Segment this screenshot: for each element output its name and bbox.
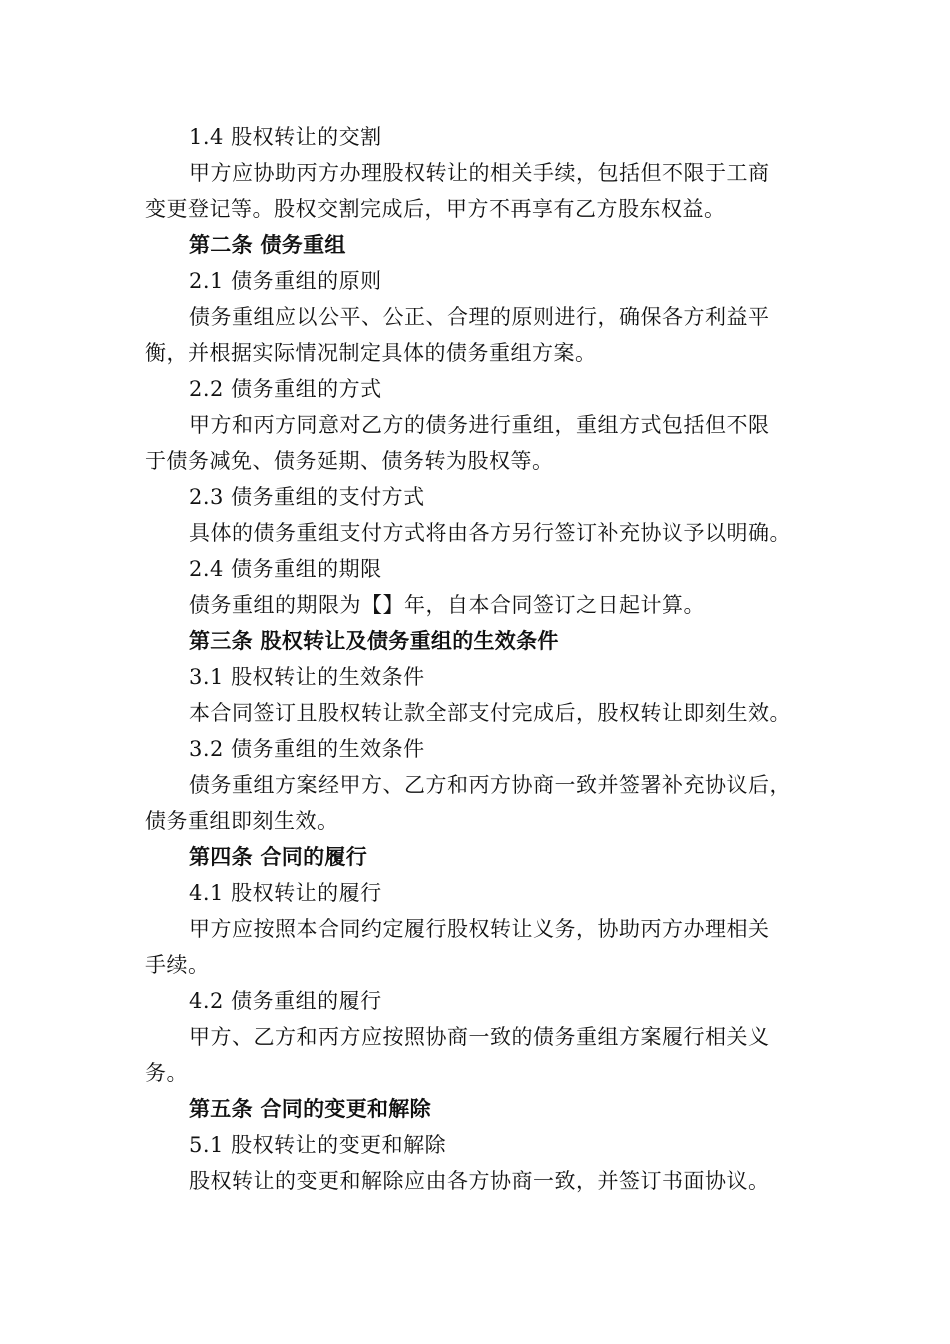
paragraph-line: 于债务减免、债务延期、债务转为股权等。 <box>145 449 554 473</box>
paragraph-line: 债务重组即刻生效。 <box>145 809 339 833</box>
subsection-heading: 2.3 债务重组的支付方式 <box>189 485 425 509</box>
paragraph-line: 本合同签订且股权转让款全部支付完成后，股权转让即刻生效。 <box>189 701 791 725</box>
paragraph-line: 手续。 <box>145 953 210 977</box>
paragraph-line: 甲方、乙方和丙方应按照协商一致的债务重组方案履行相关义 <box>189 1025 770 1049</box>
article-heading: 第三条 股权转让及债务重组的生效条件 <box>189 629 559 653</box>
article-heading: 第四条 合同的履行 <box>189 845 368 869</box>
subsection-heading: 3.2 债务重组的生效条件 <box>189 737 425 761</box>
article-heading: 第五条 合同的变更和解除 <box>189 1097 431 1121</box>
subsection-heading: 4.1 股权转让的履行 <box>189 881 382 905</box>
subsection-heading: 5.1 股权转让的变更和解除 <box>189 1133 447 1157</box>
paragraph-line: 债务重组方案经甲方、乙方和丙方协商一致并签署补充协议后， <box>189 773 791 797</box>
subsection-heading: 3.1 股权转让的生效条件 <box>189 665 425 689</box>
subsection-heading: 1.4 股权转让的交割 <box>189 125 382 149</box>
paragraph-line: 甲方应按照本合同约定履行股权转让义务，协助丙方办理相关 <box>189 917 770 941</box>
subsection-heading: 2.1 债务重组的原则 <box>189 269 382 293</box>
article-heading: 第二条 债务重组 <box>189 233 346 257</box>
paragraph-line: 股权转让的变更和解除应由各方协商一致，并签订书面协议。 <box>189 1169 770 1193</box>
paragraph-line: 衡，并根据实际情况制定具体的债务重组方案。 <box>145 341 597 365</box>
paragraph-line: 债务重组的期限为【】年，自本合同签订之日起计算。 <box>189 593 705 617</box>
paragraph-line: 债务重组应以公平、公正、合理的原则进行，确保各方利益平 <box>189 305 770 329</box>
paragraph-line: 甲方和丙方同意对乙方的债务进行重组，重组方式包括但不限 <box>189 413 770 437</box>
paragraph-line: 变更登记等。股权交割完成后，甲方不再享有乙方股东权益。 <box>145 197 726 221</box>
subsection-heading: 2.4 债务重组的期限 <box>189 557 382 581</box>
subsection-heading: 4.2 债务重组的履行 <box>189 989 382 1013</box>
paragraph-line: 甲方应协助丙方办理股权转让的相关手续，包括但不限于工商 <box>189 161 770 185</box>
paragraph-line: 具体的债务重组支付方式将由各方另行签订补充协议予以明确。 <box>189 521 791 545</box>
subsection-heading: 2.2 债务重组的方式 <box>189 377 382 401</box>
paragraph-line: 务。 <box>145 1061 188 1085</box>
